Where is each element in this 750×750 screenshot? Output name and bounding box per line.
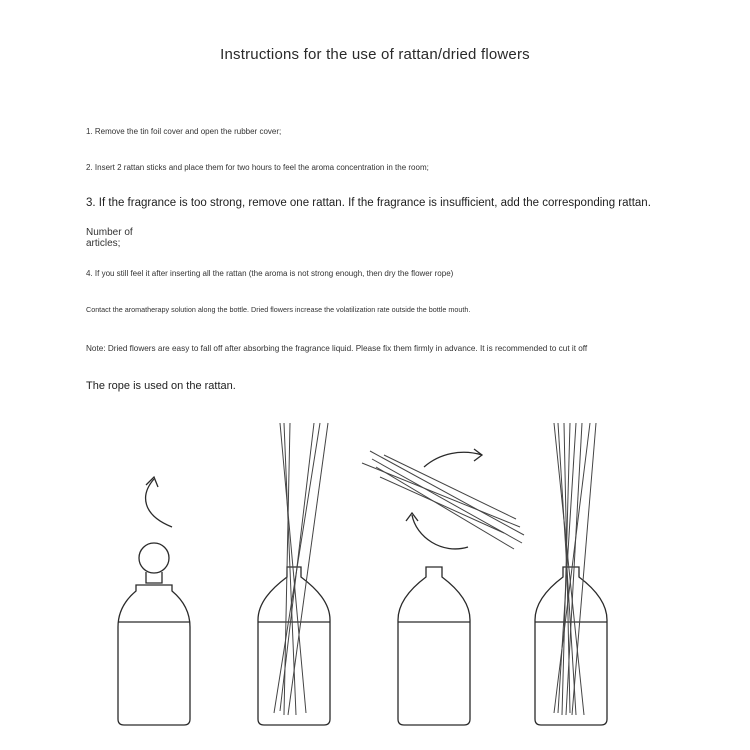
panel-full-rattan: [535, 423, 607, 725]
note-continuation: The rope is used on the rattan.: [86, 380, 236, 392]
bottle-3: [398, 567, 470, 725]
step-2-text: 2. Insert 2 rattan sticks and place them for two hours to feel the aroma concentration in the room;: [86, 163, 429, 172]
page-title: Instructions for the use of rattan/dried flowers: [220, 46, 530, 63]
step-4-text: 4. If you still feel it after inserting all the rattan (the aroma is not strong enough, then dry the flower rope): [86, 269, 454, 278]
panel-open-bottle: [118, 477, 190, 725]
bottle-stopper: [139, 543, 169, 583]
usage-illustration: [84, 415, 660, 750]
note-text: Note: Dried flowers are easy to fall off after absorbing the fragrance liquid. Please fix them firmly in advance. It is recommended to cut it off: [86, 344, 588, 353]
panel-insert-rattan: [258, 423, 330, 725]
flip-arrow-top-icon: [424, 452, 482, 467]
step-3-text: 3. If the fragrance is too strong, remove one rattan. If the fragrance is insufficient, add the corresponding rattan.: [86, 197, 651, 209]
step-4-continuation: Contact the aromatherapy solution along the bottle. Dried flowers increase the volatilization rate outside the bottle mouth.: [86, 305, 471, 314]
step-3-continuation: Number of articles;: [86, 227, 133, 249]
bottle-1: [118, 585, 190, 725]
rattan-sticks-4: [554, 423, 596, 715]
rattan-sticks-3: [362, 451, 524, 549]
step-1-text: 1. Remove the tin foil cover and open the rubber cover;: [86, 127, 282, 136]
rotate-arrow-icon: [146, 479, 172, 527]
panel-flip-rattan: [362, 449, 524, 725]
flip-arrow-bottom-icon: [412, 515, 468, 549]
